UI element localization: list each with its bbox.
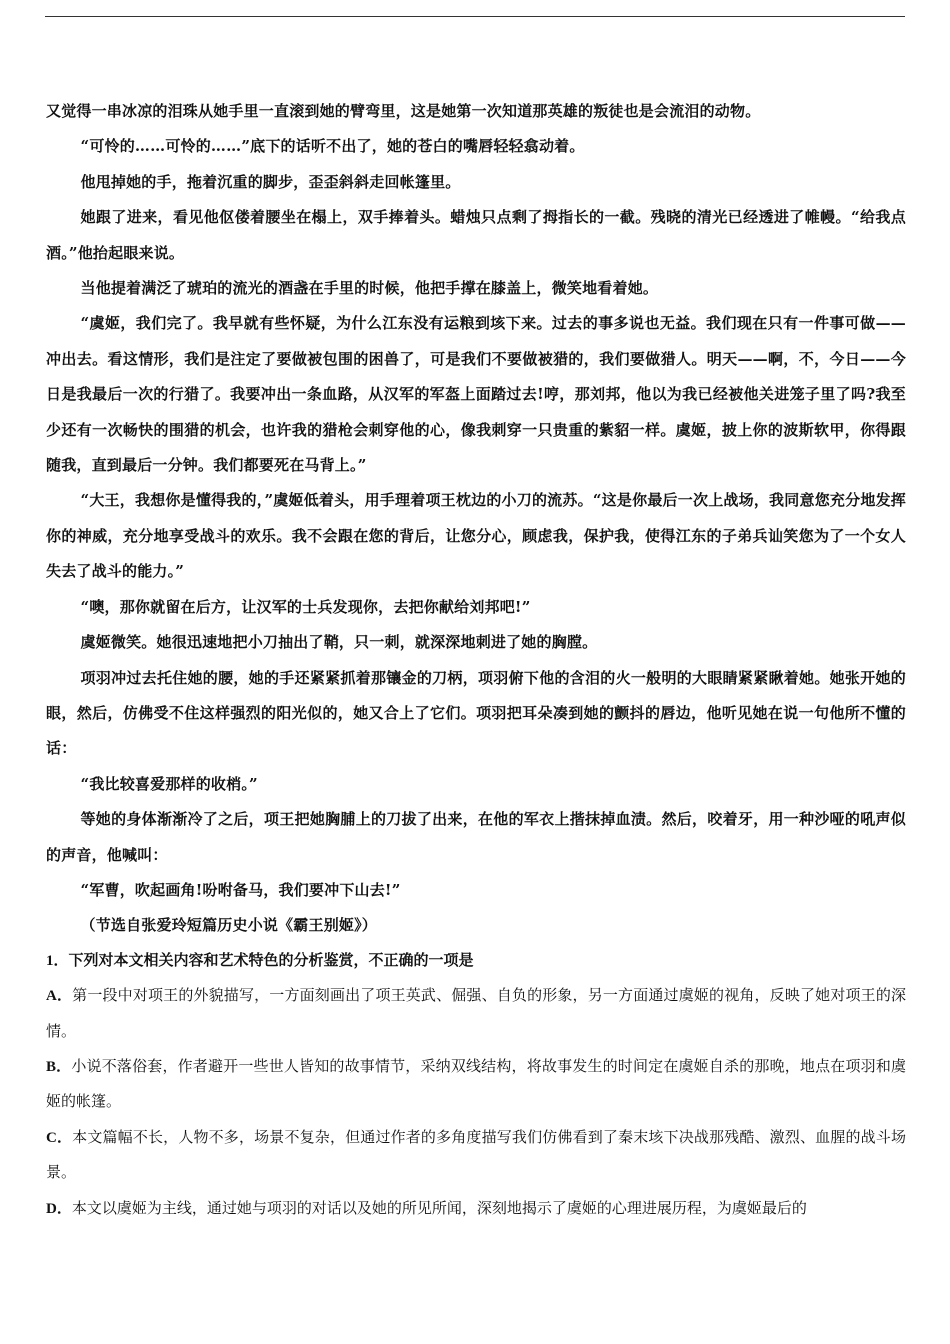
option-text: 小说不落俗套，作者避开一些世人皆知的故事情节，采纳双线结构，将故事发生的时间定在虞姬自杀的那晚，地点在项羽和虞姬的帐篷。	[46, 1058, 906, 1111]
story-paragraph: 等她的身体渐渐冷了之后，项王把她胸脯上的刀拔了出来，在他的军衣上揩抹掉血渍。然后，咬着牙，用一种沙哑的吼声似的声音，他喊叫：	[46, 810, 906, 864]
story-paragraph: 她跟了进来，看见他伛偻着腰坐在榻上，双手捧着头。蜡烛只点剩了拇指长的一截。残晓的清光已经透进了帷幔。“给我点酒。”他抬起眼来说。	[46, 208, 906, 262]
story-paragraph: “军曹，吹起画角!吩咐备马，我们要冲下山去!”	[80, 880, 401, 899]
question-stem: 1．下列对本文相关内容和艺术特色的分析鉴赏，不正确的一项是	[46, 952, 474, 969]
option-text: 本文篇幅不长，人物不多，场景不复杂，但通过作者的多角度描写我们仿佛看到了秦末垓下决战那残酷、激烈、血腥的战斗场景。	[46, 1129, 906, 1182]
option-letter: D．	[46, 1200, 72, 1217]
answer-option	[46, 1050, 906, 1121]
option-letter: A．	[46, 988, 73, 1005]
option-text: 本文以虞姬为主线，通过她与项羽的对话以及她的所见所闻，深刻地揭示了虞姬的心理进展历程，为虞姬最后的	[71, 1200, 807, 1217]
story-paragraph: 项羽冲过去托住她的腰，她的手还紧紧抓着那镶金的刀柄，项羽俯下他的含泪的火一般明的大眼睛紧紧瞅着她。她张开她的眼，然后，仿佛受不住这样强烈的阳光似的，她又合上了它们。项羽把耳朵凑到她的颤抖的唇边，他听见她在说一句他所不懂的话：	[46, 668, 906, 758]
option-text: 第一段中对项王的外貌描写，一方面刻画出了项王英武、倔强、自负的形象，另一方面通过虞姬的视角，反映了她对项王的深情。	[46, 988, 906, 1040]
question-block	[46, 944, 906, 1227]
story-paragraph: 又觉得一串冰凉的泪珠从她手里一直滚到她的臂弯里，这是她第一次知道那英雄的叛徒也是会流泪的动物。	[46, 102, 761, 120]
answer-option	[46, 979, 906, 1050]
story-paragraph: “大王，我想你是懂得我的，”虞姬低着头，用手理着项王枕边的小刀的流苏。“这是你最后一次上战场，我同意您充分地发挥你的神威，充分地享受战斗的欢乐。我不会跟在您的背后，让您分心，顾虑我，保护我，使得江东的子弟兵讪笑您为了一个女人失去了战斗的能力。”	[46, 491, 906, 581]
document-content	[46, 94, 906, 1227]
story-paragraph: “我比较喜爱那样的收梢。”	[80, 774, 258, 793]
story-excerpt	[46, 94, 906, 944]
story-paragraph: （节选自张爱玲短篇历史小说《霸王别姬》）	[80, 916, 378, 935]
answer-option	[46, 1121, 906, 1192]
option-letter: C．	[46, 1129, 73, 1146]
story-paragraph: 当他提着满泛了琥珀的流光的酒盏在手里的时候，他把手撑在膝盖上，微笑地看着她。	[80, 279, 659, 298]
option-letter: B．	[46, 1058, 72, 1075]
story-paragraph: “可怜的……可怜的……”底下的话听不出了，她的苍白的嘴唇轻轻翕动着。	[80, 137, 585, 156]
story-paragraph: 他甩掉她的手，拖着沉重的脚步，歪歪斜斜走回帐篷里。	[80, 172, 461, 191]
header-rule	[45, 16, 905, 17]
story-paragraph: “噢，那你就留在后方，让汉军的士兵发现你，去把你献给刘邦吧!”	[80, 597, 531, 616]
story-paragraph: 虞姬微笑。她很迅速地把小刀抽出了鞘，只一刺，就深深地刺进了她的胸膛。	[80, 633, 598, 652]
answer-options	[46, 979, 906, 1227]
answer-option	[46, 1192, 906, 1227]
story-paragraph: “虞姬，我们完了。我早就有些怀疑，为什么江东没有运粮到垓下来。过去的事多说也无益。我们现在只有一件事可做——冲出去。看这情形，我们是注定了要做被包围的困兽了，可是我们不要做被猎的，我们要做猎人。明天——啊，不，今日——今日是我最后一次的行猎了。我要冲出一条血路，从汉军的军盔上面踏过去!哼，那刘邦，他以为我已经被他关进笼子里了吗?我至少还有一次畅快的围猎的机会，也许我的猎枪会刺穿他的心，像我刺穿一只贵重的紫貂一样。虞姬，披上你的波斯软甲，你得跟随我，直到最后一分钟。我们都要死在马背上。”	[46, 314, 906, 475]
